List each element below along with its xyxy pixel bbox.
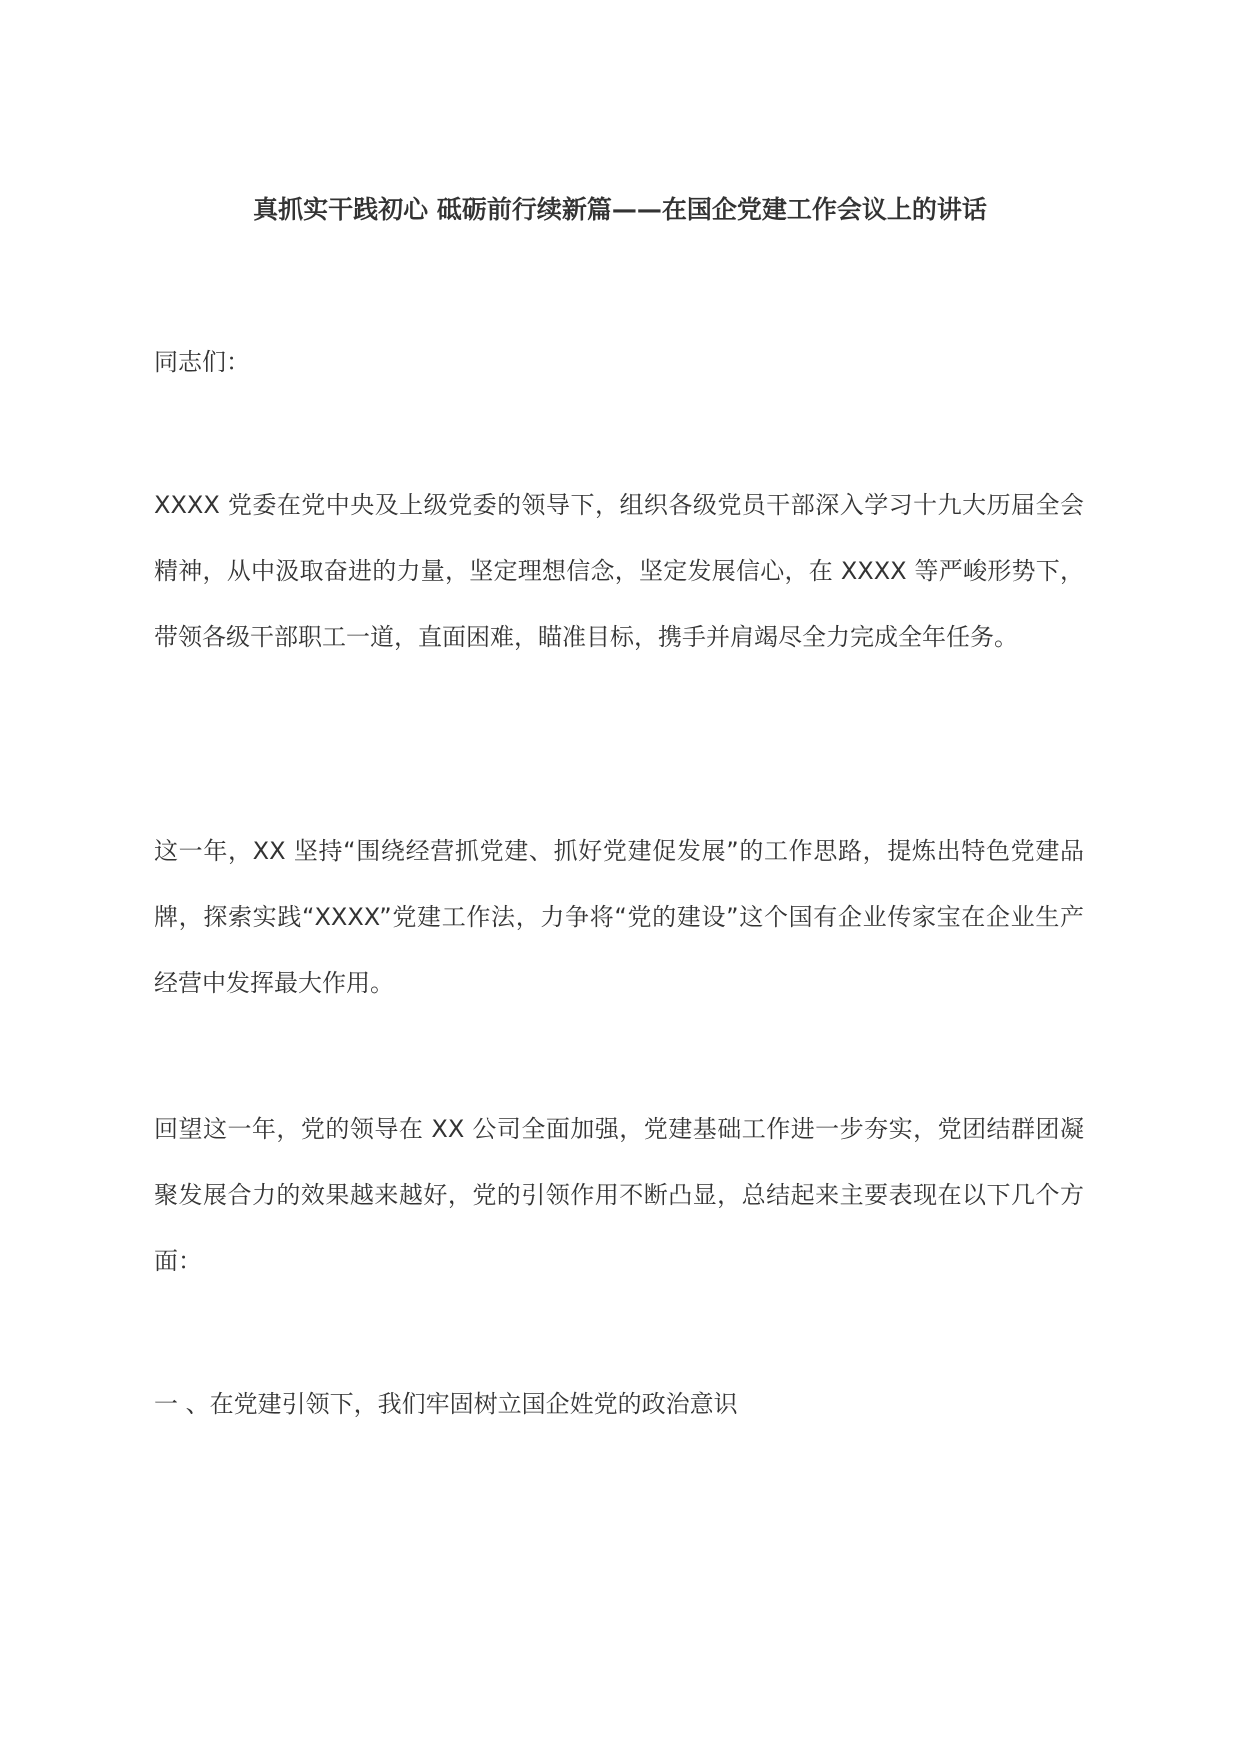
paragraph-2: 这一年，XX 坚持“围绕经营抓党建、抓好党建促发展”的工作思路，提炼出特色党建品牌，探索实践“XXXX”党建工作法，力争将“党的建设”这个国有企业传家宝在企业生产经营中发挥最大作用。 — [154, 837, 1084, 997]
document-title: 真抓实干践初心 砥砺前行续新篇——在国企党建工作会议上的讲话 — [253, 195, 987, 224]
paragraph-1: XXXX 党委在党中央及上级党委的领导下，组织各级党员干部深入学习十九大历届全会精神，从中汲取奋进的力量，坚定理想信念，坚定发展信心，在 XXXX 等严峻形势下，带领各级干部职工一道，直面困难，瞄准目标，携手并肩竭尽全力完成全年任务。 — [154, 491, 1084, 651]
paragraph-3: 回望这一年，党的领导在 XX 公司全面加强，党建基础工作进一步夯实，党团结群团凝聚发展合力的效果越来越好，党的引领作用不断凸显，总结起来主要表现在以下几个方面： — [154, 1115, 1084, 1275]
section-heading-1: 一 、在党建引领下，我们牢固树立国企姓党的政治意识 — [154, 1390, 738, 1418]
salutation: 同志们： — [154, 348, 250, 376]
